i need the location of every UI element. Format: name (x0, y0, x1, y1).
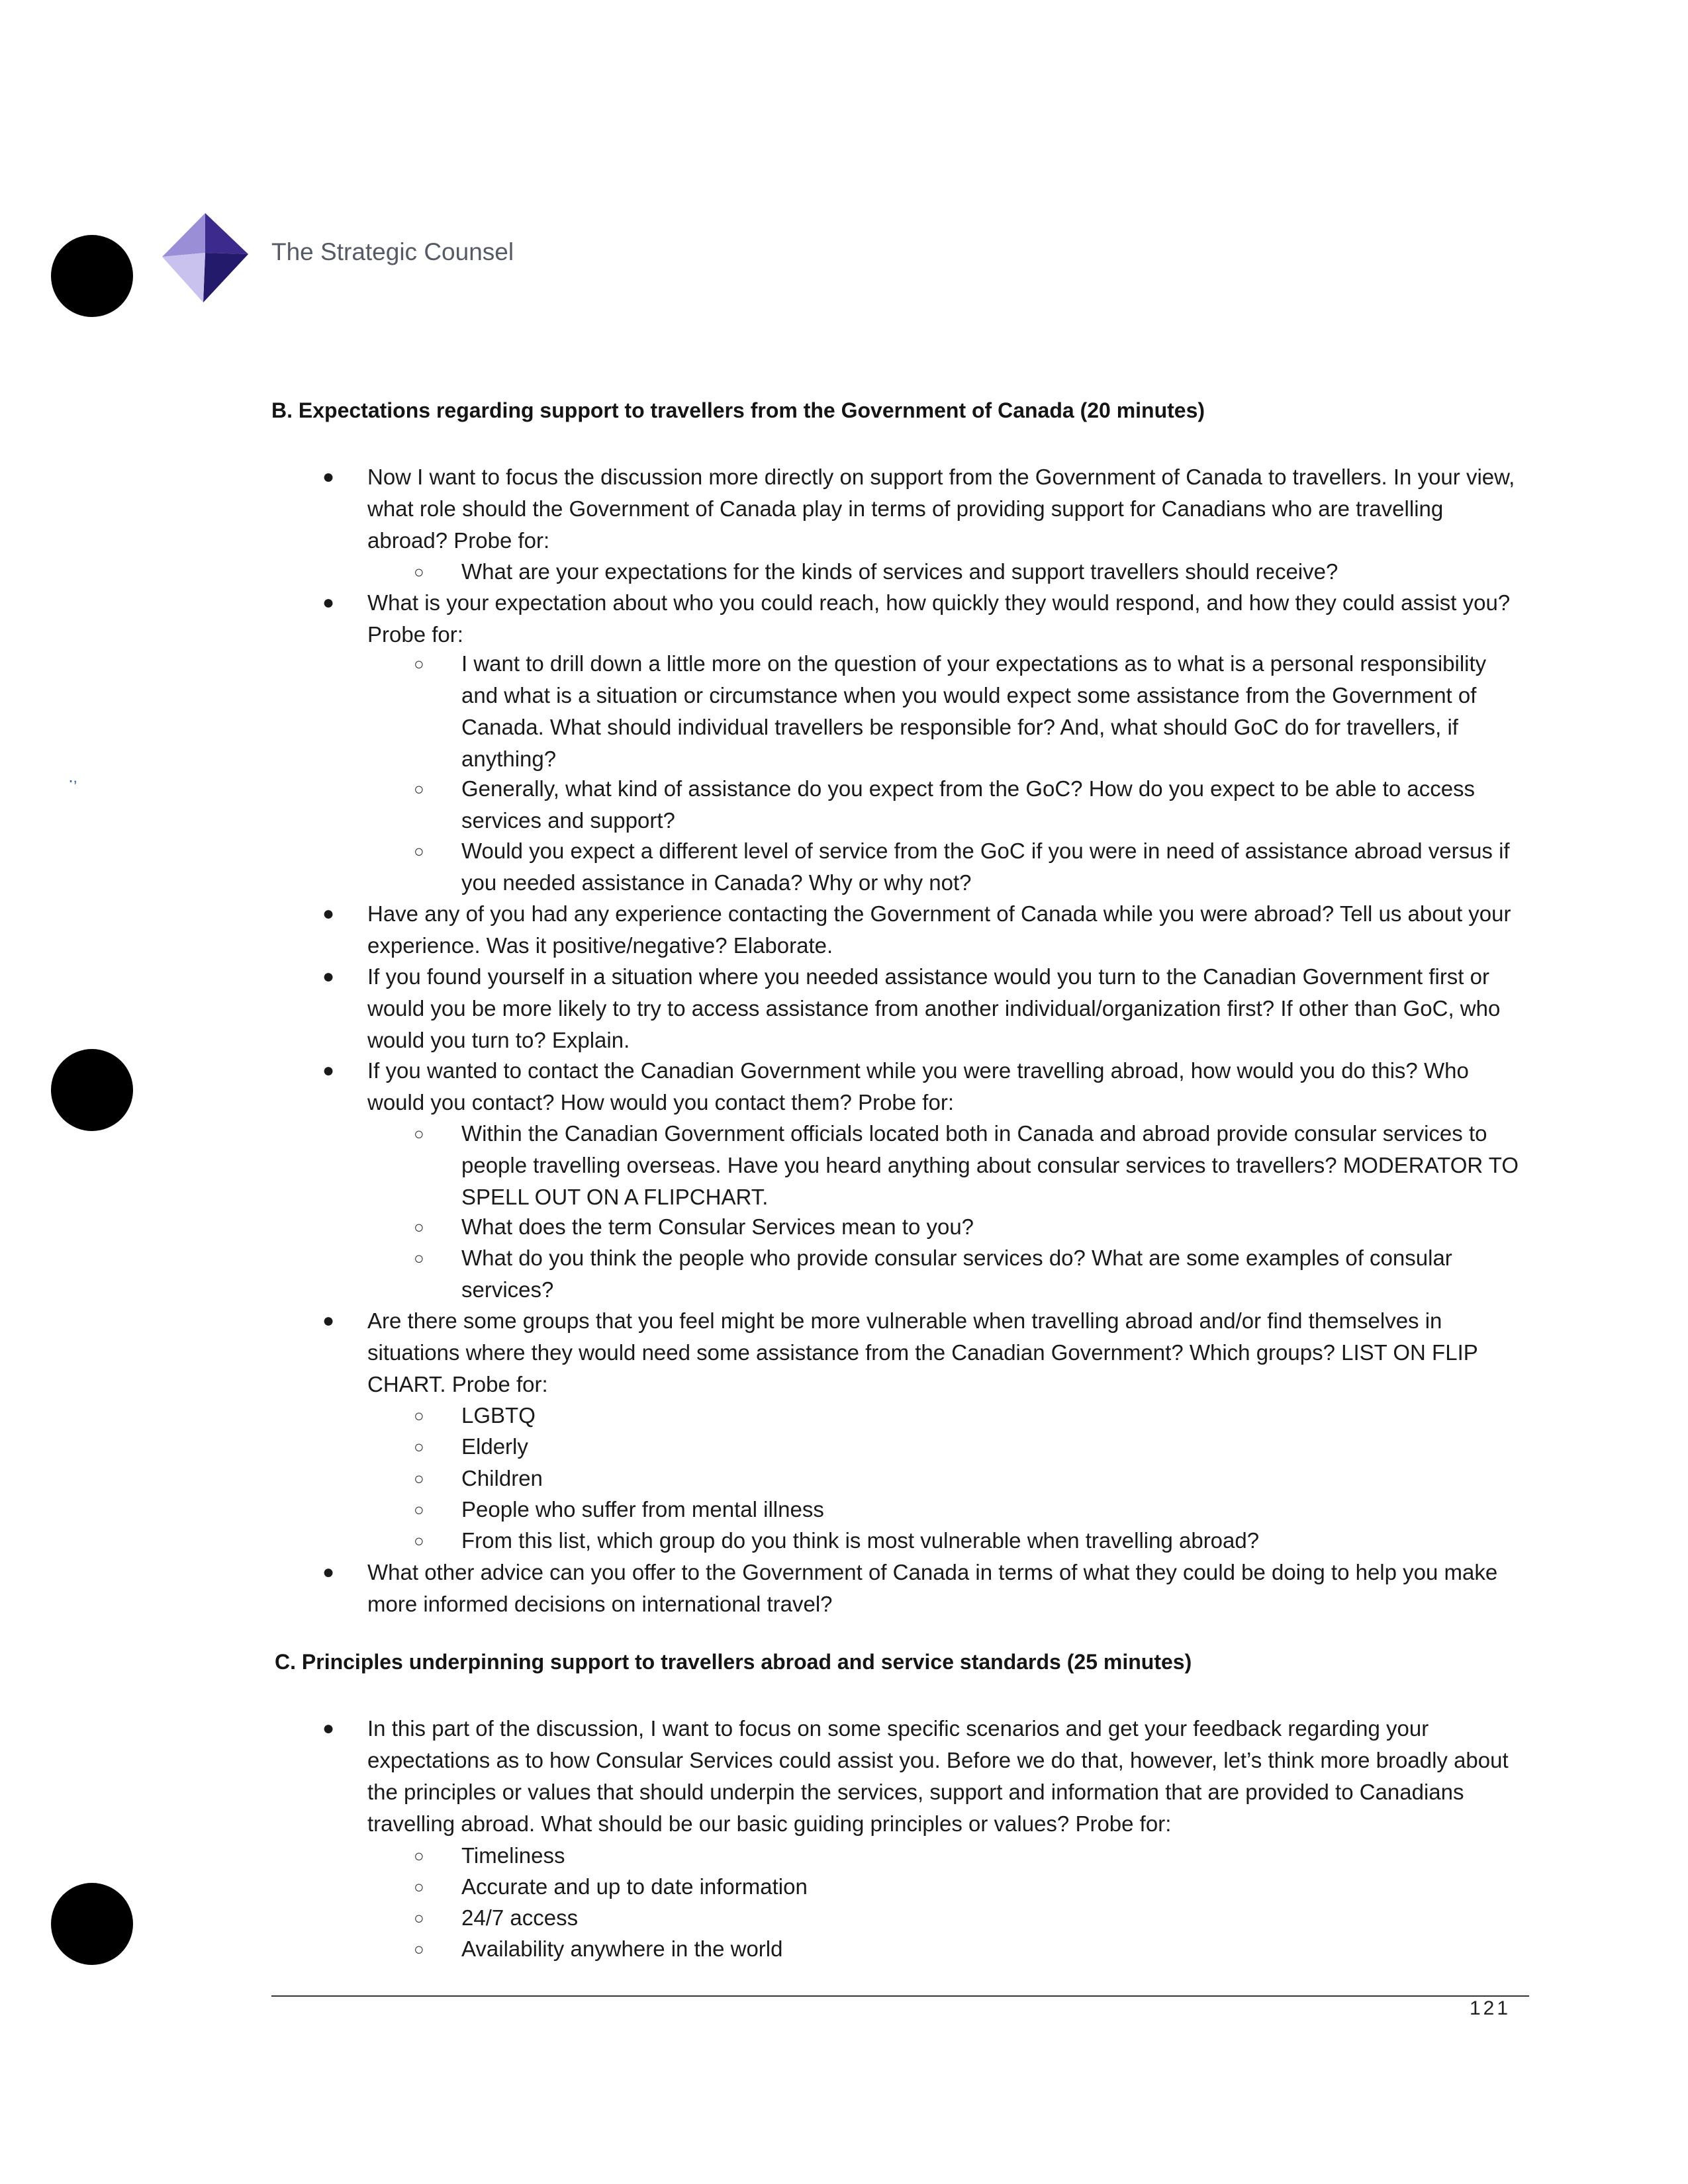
circle-bullet-icon: ○ (414, 779, 424, 799)
circle-bullet-icon: ○ (414, 1846, 424, 1866)
list-item (322, 1305, 1523, 1400)
sub-list-item-text: LGBTQ (461, 1403, 536, 1428)
sub-list-item-text: Availability anywhere in the world (461, 1936, 783, 1961)
bullet-icon: ● (322, 1060, 335, 1081)
circle-bullet-icon: ○ (414, 1437, 424, 1457)
bullet-icon: ● (322, 592, 335, 614)
circle-bullet-icon: ○ (414, 1469, 424, 1488)
circle-bullet-icon: ○ (414, 1939, 424, 1959)
sub-list-item-text: 24/7 access (461, 1905, 579, 1930)
bullet-icon: ● (322, 1561, 335, 1583)
circle-bullet-icon: ○ (414, 1406, 424, 1426)
sub-list-item-text: Generally, what kind of assistance do you expect from the GoC? How do you expect to be able to access services and support? (461, 776, 1476, 833)
circle-bullet-icon: ○ (414, 654, 424, 674)
sub-list-item (414, 1118, 1521, 1213)
brand-name: The Strategic Counsel (271, 238, 514, 265)
list-item-text: In this part of the discussion, I want to focus on some specific scenarios and get your feedback regarding your expectations as to how Consular Services could assist you. Before we do that, however, let’s think more broadly about the principles or values that should underpin the services, support and information that are provided to Canadians travelling abroad. What should be our basic guiding principles or values? Probe for: (367, 1716, 1509, 1836)
circle-bullet-icon: ○ (414, 841, 424, 861)
scan-speck: ․‚ (68, 768, 77, 786)
list-item (322, 587, 1523, 651)
bullet-icon: ● (322, 966, 335, 987)
bullet-icon: ● (322, 903, 335, 925)
list-item-text: Have any of you had any experience contacting the Government of Canada while you were abroad? Tell us about your experience. Was it positive/negative? Elaborate. (367, 901, 1511, 958)
sub-list-item-text: What are your expectations for the kinds of services and support travellers should receive? (461, 559, 1338, 584)
circle-bullet-icon: ○ (414, 1500, 424, 1520)
list-item-text: What is your expectation about who you could reach, how quickly they would respond, and how they could assist you? Probe for: (367, 590, 1511, 647)
punch-hole-bottom (51, 1883, 133, 1965)
circle-bullet-icon: ○ (414, 562, 424, 582)
sub-list-item (414, 648, 1521, 775)
bullet-icon: ● (322, 1310, 335, 1332)
sub-list-item (414, 1211, 1521, 1243)
page-number: 121 (1470, 1997, 1511, 2019)
sub-list-item-text: Elderly (461, 1434, 528, 1459)
sub-list-item-text: I want to drill down a little more on the question of your expectations as to what is a personal responsibility and what is a situation or circumstance when you would expect some assistance from the Government of Canada. What should individual travellers be responsible for? And, what should GoC do for travellers, if anything? (461, 651, 1487, 771)
sub-list-item (414, 1400, 1521, 1432)
sub-list-item (414, 1242, 1521, 1306)
list-item-text: Are there some groups that you feel might be more vulnerable when travelling abroad and/or find themselves in situations where they would need some assistance from the Canadian Government? Which groups? LIST ON FLIP CHART. Probe for: (367, 1308, 1478, 1396)
list-item-text: Now I want to focus the discussion more directly on support from the Government of Canada to travellers. In your view, what role should the Government of Canada play in terms of providing support for Canadians who are travelling abroad? Probe for: (367, 465, 1515, 553)
bullet-icon: ● (322, 1717, 335, 1739)
section-b-heading: B. Expectations regarding support to travellers from the Government of Canada (20 minutes) (271, 398, 1205, 422)
list-item (322, 461, 1523, 557)
punch-hole-top (51, 235, 133, 317)
circle-bullet-icon: ○ (414, 1908, 424, 1928)
sub-list-item-text: Children (461, 1466, 543, 1490)
sub-list-item (414, 1933, 1521, 1965)
circle-bullet-icon: ○ (414, 1124, 424, 1144)
sub-list-item-text: Accurate and up to date information (461, 1874, 808, 1899)
list-item (322, 1557, 1523, 1620)
sub-list-item-text: Would you expect a different level of service from the GoC if you were in need of assistance abroad versus if you needed assistance in Canada? Why or why not? (461, 839, 1510, 895)
list-item (322, 1713, 1523, 1840)
sub-list-item-text: Within the Canadian Government officials located both in Canada and abroad provide consular services to people travelling overseas. Have you heard anything about consular services to travellers? MODERATOR TO SPELL OUT ON A FLIPCHART. (461, 1121, 1519, 1209)
sub-list-item (414, 1871, 1521, 1903)
circle-bullet-icon: ○ (414, 1531, 424, 1551)
sub-list-item-text: What does the term Consular Services mean to you? (461, 1214, 974, 1239)
sub-list-item (414, 556, 1521, 588)
sub-list-item (414, 1494, 1521, 1525)
sub-list-item (414, 1463, 1521, 1494)
sub-list-item-text: What do you think the people who provide consular services do? What are some examples of consular services? (461, 1246, 1452, 1302)
list-item-text: If you wanted to contact the Canadian Government while you were travelling abroad, how would you do this? Who would you contact? How would you contact them? Probe for: (367, 1058, 1469, 1115)
bullet-icon: ● (322, 466, 335, 488)
list-item (322, 961, 1523, 1056)
sub-list-item-text: People who suffer from mental illness (461, 1497, 824, 1522)
circle-bullet-icon: ○ (414, 1248, 424, 1268)
list-item-text: If you found yourself in a situation where you needed assistance would you turn to the Canadian Government first or would you be more likely to try to access assistance from another individual/organization first? If other than GoC, who would you turn to? Explain. (367, 964, 1501, 1052)
sub-list-item (414, 1902, 1521, 1934)
list-item (322, 1055, 1523, 1118)
sub-list-item (414, 835, 1521, 899)
circle-bullet-icon: ○ (414, 1877, 424, 1897)
sub-list-item (414, 1431, 1521, 1463)
list-item (322, 898, 1523, 962)
footer-rule (271, 1995, 1529, 1997)
sub-list-item (414, 1840, 1521, 1872)
sub-list-item (414, 1525, 1521, 1557)
strategic-counsel-logo-icon (162, 213, 252, 302)
sub-list-item (414, 773, 1521, 837)
punch-hole-middle (51, 1049, 133, 1131)
sub-list-item-text: From this list, which group do you think is most vulnerable when travelling abroad? (461, 1528, 1260, 1553)
circle-bullet-icon: ○ (414, 1217, 424, 1237)
section-c-heading: C. Principles underpinning support to travellers abroad and service standards (25 minutes) (275, 1650, 1192, 1674)
sub-list-item-text: Timeliness (461, 1843, 565, 1868)
list-item-text: What other advice can you offer to the Government of Canada in terms of what they could be doing to help you make more informed decisions on international travel? (367, 1560, 1498, 1616)
